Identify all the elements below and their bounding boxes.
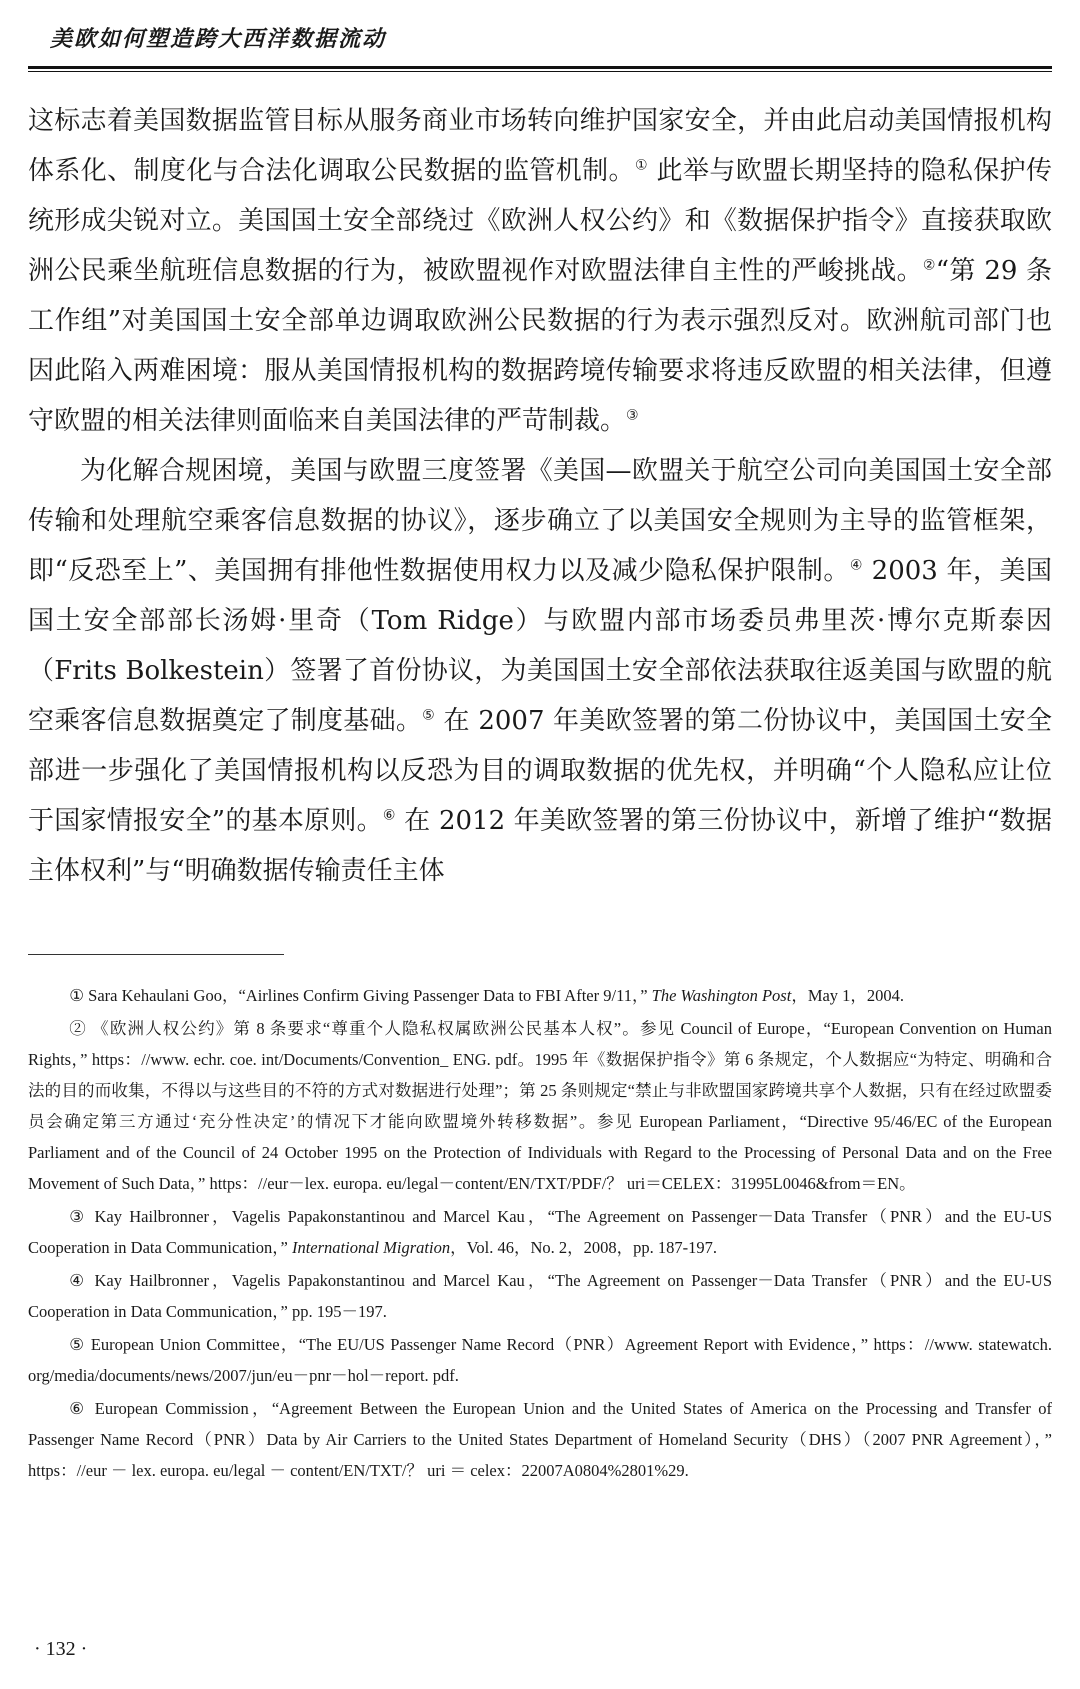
footnote-1-text-a: Sara Kehaulani Goo，“Airlines Confirm Giving Passenger Data to FBI After 9/11，” xyxy=(84,986,652,1005)
footnote-ref-5[interactable]: ⑤ xyxy=(422,707,435,724)
footnote-ref-1[interactable]: ① xyxy=(634,157,648,174)
footnote-3-text-a: Kay Hailbronner，Vagelis Papakonstantinou and Marcel Kau，“The Agreement on Passenger－Data Transfer（PNR）and the EU-US Cooperation in Data Communication，” xyxy=(28,1207,1053,1257)
footnote-3 xyxy=(28,1201,1052,1263)
header-rule-thick xyxy=(28,66,1052,69)
footnote-1-journal: The Washington Post xyxy=(651,986,792,1005)
footnote-ref-2[interactable]: ② xyxy=(922,257,936,274)
page-number: · 132 · xyxy=(34,1638,88,1660)
footnote-5-mark: ⑤ xyxy=(69,1335,86,1354)
footnote-ref-4[interactable]: ④ xyxy=(849,557,863,574)
footnote-separator xyxy=(28,954,284,955)
footnote-5-text: European Union Committee，“The EU/US Passenger Name Record（PNR）Agreement Report with Evidence，” https：//www. statewatch. org/media/documents/news/2007/jun/eu－pnr－hol－report. pdf. xyxy=(28,1335,1052,1385)
footnote-4-mark: ④ xyxy=(69,1271,88,1290)
p1-text-1: 这标志着美国数据监管目标从服务商业市场转向维护国家安全，并由此启动美国情报机构体系化、制度化与合法化调取公民数据的监管机制。 xyxy=(28,106,1052,186)
paragraph-1 xyxy=(28,96,1052,446)
footnote-2 xyxy=(28,1013,1052,1199)
footnote-6 xyxy=(28,1393,1052,1486)
footnote-4-text: Kay Hailbronner，Vagelis Papakonstantinou and Marcel Kau，“The Agreement on Passenger－Data Transfer（PNR）and the EU-US Cooperation in Data Communication，” pp. 195－197. xyxy=(28,1271,1053,1321)
footnote-3-mark: ③ xyxy=(69,1207,88,1226)
p2-text-2: 2003 年，美国国土安全部部长汤姆·里奇（Tom Ridge）与欧盟内部市场委员弗里茨·博尔克斯泰因（Frits Bolkestein）签署了首份协议，为美国国土安全部依法获取往返美国与欧盟的航空乘客信息数据奠定了制度基础。 xyxy=(28,556,1052,736)
paragraph-2 xyxy=(28,446,1052,896)
footnote-3-text-b: ，Vol. 46，No. 2，2008，pp. 187-197. xyxy=(450,1238,717,1257)
footnote-1-mark: ① xyxy=(69,986,85,1005)
footnote-4 xyxy=(28,1265,1052,1327)
header-rule-thin xyxy=(28,71,1052,72)
footnote-ref-3[interactable]: ③ xyxy=(626,407,639,424)
p1-text-2: 此举与欧盟长期坚持的隐私保护传统形成尖锐对立。美国国土安全部绕过《欧洲人权公约》和《数据保护指令》直接获取欧洲公民乘坐航班信息数据的行为，被欧盟视作对欧盟法律自主性的严峻挑战。 xyxy=(28,156,1053,286)
footnote-2-mark: ② xyxy=(69,1019,87,1038)
footnote-3-journal: International Migration xyxy=(291,1238,451,1257)
footnote-2-text: 《欧洲人权公约》第 8 条要求“尊重个人隐私权属欧洲公民基本人权”。参见 Council of Europe，“European Convention on Human Rights，” https：//www. echr. coe. int/Documents/Convention_ ENG. pdf。1995 年《数据保护指令》第 6 条规定，个人数据应“为特定、明确和合法的目的而收集，不得以与这些目的不符的方式对数据进行处理”；第 25 条则规定“禁止与非欧盟国家跨境共享个人数据，只有在经过欧盟委员会确定第三方通过‘充分性决定’的情况下才能向欧盟境外转移数据”。参见 European Parliament，“Directive 95/46/EC of the European Parliament and of the Council of 24 October 1995 on the Protection of Individuals with Regard to the Processing of Personal Data and on the Free Movement of Such Data，” https：//eur－lex. europa. eu/legal－content/EN/TXT/PDF/？ uri＝CELEX：31995L0046&from＝EN。 xyxy=(28,1019,1052,1193)
footnote-5 xyxy=(28,1329,1052,1391)
footnote-1-text-b: ，May 1，2004. xyxy=(791,986,905,1005)
p2-text-4: 在 2012 年美欧签署的第三份协议中，新增了维护“数据主体权利”与“明确数据传输责任主体 xyxy=(28,806,1052,886)
main-text xyxy=(28,96,1052,896)
footnote-6-mark: ⑥ xyxy=(69,1399,88,1418)
footnote-ref-6[interactable]: ⑥ xyxy=(382,807,396,824)
p1-text-3: “第 29 条工作组”对美国国土安全部单边调取欧洲公民数据的行为表示强烈反对。欧洲航司部门也因此陷入两难困境：服从美国情报机构的数据跨境传输要求将违反欧盟的相关法律，但遵守欧盟的相关法律则面临来自美国法律的严苛制裁。 xyxy=(28,256,1052,436)
footnotes xyxy=(28,980,1052,1488)
p2-text-1: 为化解合规困境，美国与欧盟三度签署《美国—欧盟关于航空公司向美国国土安全部传输和处理航空乘客信息数据的协议》，逐步确立了以美国安全规则为主导的监管框架，即“反恐至上”、美国拥有排他性数据使用权力以及减少隐私保护限制。 xyxy=(28,456,1052,586)
p2-text-3: 在 2007 年美欧签署的第二份协议中，美国国土安全部进一步强化了美国情报机构以反恐为目的调取数据的优先权，并明确“个人隐私应让位于国家情报安全”的基本原则。 xyxy=(28,706,1052,836)
footnote-6-text: European Commission，“Agreement Between the European Union and the United States of America on the Processing and Transfer of Passenger Name Record（PNR）Data by Air Carriers to the United States Department of Homeland Security（DHS）（2007 PNR Agreement），” https：//eur － lex. europa. eu/legal － content/EN/TXT/？ uri ＝ celex：22007A0804%2801%29. xyxy=(28,1399,1052,1480)
footnote-1 xyxy=(28,980,1052,1011)
running-header: 美欧如何塑造跨大西洋数据流动 xyxy=(50,27,387,52)
